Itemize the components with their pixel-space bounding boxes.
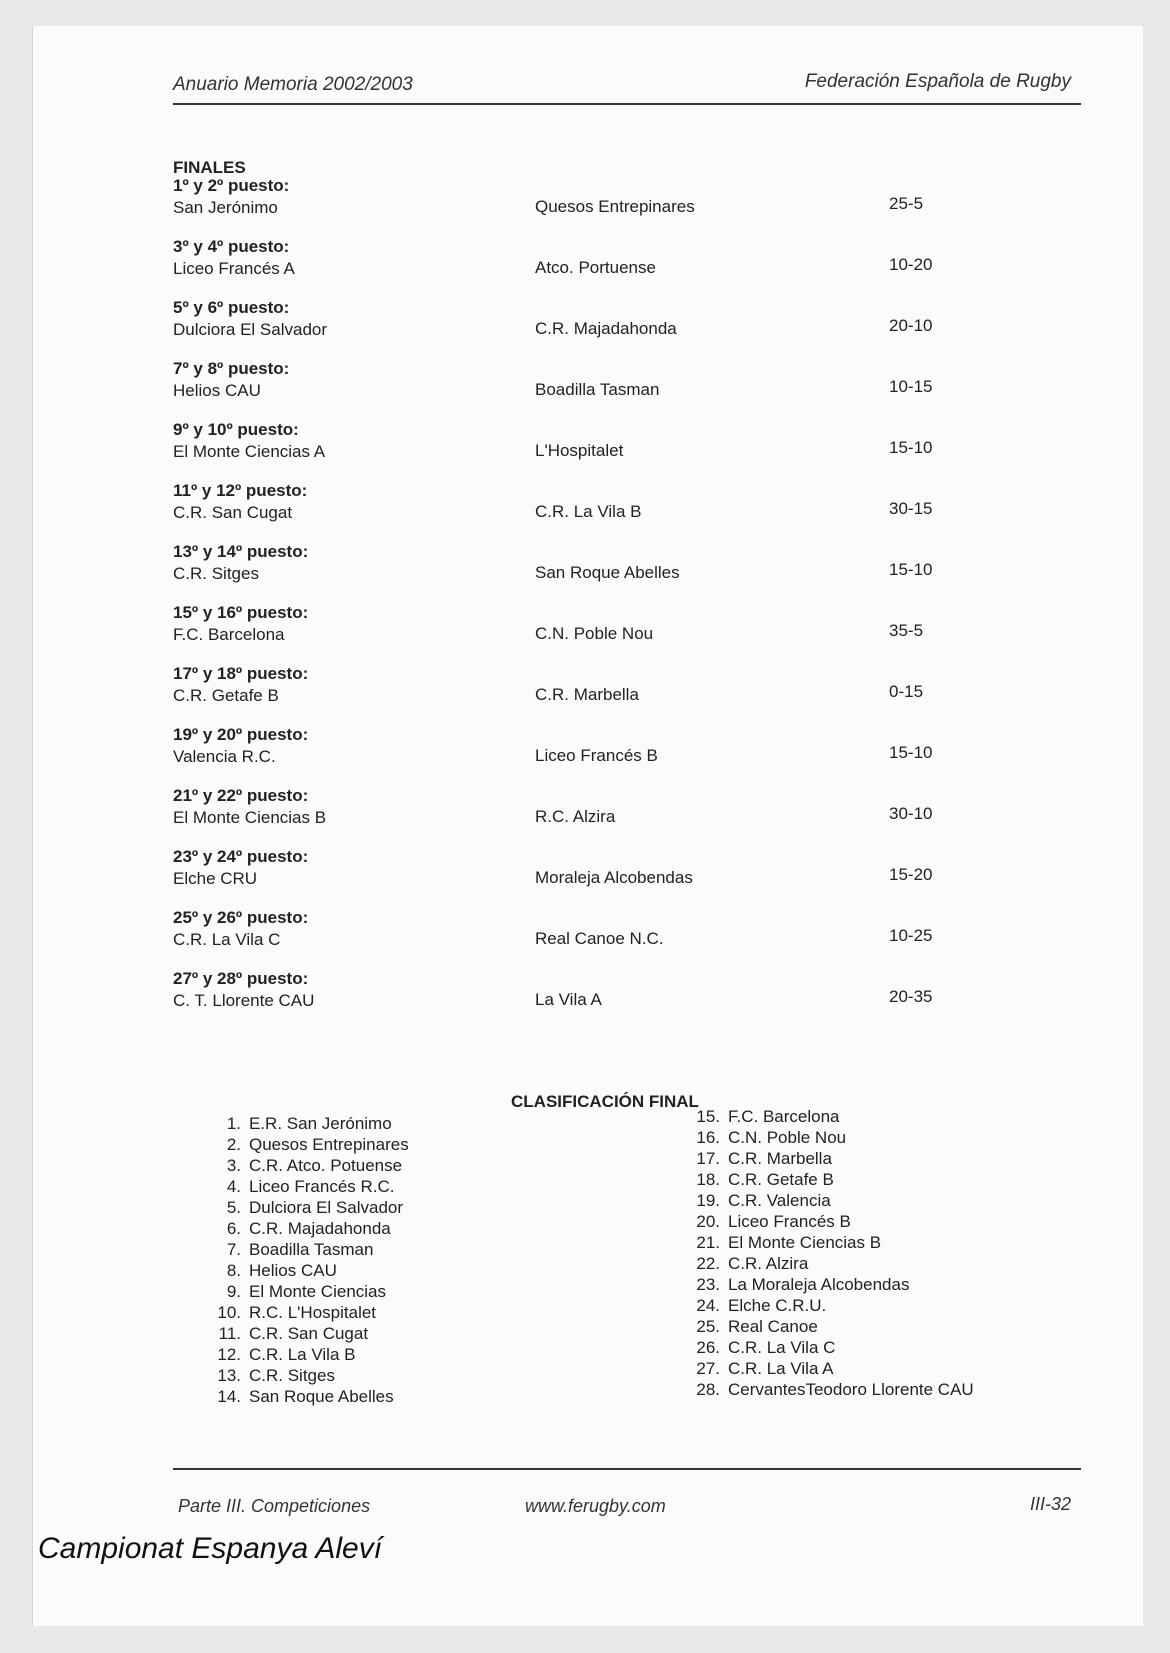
classification-item xyxy=(690,1379,974,1400)
classification-item xyxy=(690,1127,974,1148)
match-score: 30-15 xyxy=(889,499,933,518)
classification-team: E.R. San Jerónimo xyxy=(249,1114,392,1133)
classification-item xyxy=(690,1253,974,1274)
classification-rank: 21. xyxy=(696,1233,720,1252)
classification-column-2 xyxy=(690,1106,974,1400)
match-score: 20-35 xyxy=(889,987,933,1006)
match-away-team: Real Canoe N.C. xyxy=(535,929,664,948)
classification-rank: 2. xyxy=(226,1135,241,1154)
classification-rank: 26. xyxy=(696,1338,720,1357)
match-away-team: C.R. La Vila B xyxy=(535,502,642,521)
classification-team: R.C. L'Hospitalet xyxy=(249,1303,377,1322)
classification-item xyxy=(211,1134,409,1155)
classification-team: C.R. San Cugat xyxy=(249,1324,369,1343)
classification-rank: 28. xyxy=(696,1380,720,1399)
classification-rank: 14. xyxy=(217,1387,241,1406)
match-away-team: L'Hospitalet xyxy=(535,441,624,460)
classification-rank: 16. xyxy=(696,1128,720,1147)
match-position: 1º y 2º puesto: xyxy=(173,176,290,195)
match-score: 35-5 xyxy=(889,621,924,640)
final-match xyxy=(173,847,993,891)
classification-item xyxy=(690,1211,974,1232)
match-score: 10-15 xyxy=(889,377,933,396)
classification-team: Real Canoe xyxy=(728,1317,818,1336)
section-title-finales: FINALES xyxy=(173,158,246,177)
match-home-team: El Monte Ciencias A xyxy=(173,442,326,461)
final-match xyxy=(173,664,993,708)
final-match xyxy=(173,420,993,464)
match-score: 25-5 xyxy=(889,194,924,213)
classification-item xyxy=(211,1302,409,1323)
match-position: 21º y 22º puesto: xyxy=(173,786,309,805)
header-yearbook-title: Anuario Memoria 2002/2003 xyxy=(173,74,413,95)
match-position: 7º y 8º puesto: xyxy=(173,359,290,378)
classification-team: El Monte Ciencias B xyxy=(728,1233,882,1252)
match-position: 17º y 18º puesto: xyxy=(173,664,309,683)
classification-rank: 13. xyxy=(217,1366,241,1385)
match-position: 23º y 24º puesto: xyxy=(173,847,309,866)
classification-team: El Monte Ciencias xyxy=(249,1282,387,1301)
match-position: 13º y 14º puesto: xyxy=(173,542,309,561)
classification-item xyxy=(690,1337,974,1358)
final-match xyxy=(173,725,993,769)
final-match xyxy=(173,481,993,525)
classification-team: C.R. Sitges xyxy=(249,1366,335,1385)
match-position: 5º y 6º puesto: xyxy=(173,298,290,317)
classification-team: Helios CAU xyxy=(249,1261,337,1280)
match-home-team: El Monte Ciencias B xyxy=(173,808,327,827)
classification-item xyxy=(211,1386,409,1407)
final-match xyxy=(173,237,993,281)
match-away-team: Boadilla Tasman xyxy=(535,380,660,399)
classification-rank: 17. xyxy=(696,1149,720,1168)
final-match xyxy=(173,908,993,952)
classification-rank: 24. xyxy=(696,1296,720,1315)
classification-rank: 18. xyxy=(696,1170,720,1189)
match-away-team: Quesos Entrepinares xyxy=(535,197,695,216)
final-match xyxy=(173,786,993,830)
match-score: 15-20 xyxy=(889,865,933,884)
classification-team: Liceo Francés R.C. xyxy=(249,1177,395,1196)
classification-title: CLASIFICACIÓN FINAL xyxy=(511,1092,699,1111)
match-position: 19º y 20º puesto: xyxy=(173,725,309,744)
match-away-team: San Roque Abelles xyxy=(535,563,680,582)
match-home-team: C.R. La Vila C xyxy=(173,930,281,949)
classification-item xyxy=(690,1295,974,1316)
classification-rank: 4. xyxy=(226,1177,241,1196)
classification-rank: 7. xyxy=(226,1240,241,1259)
classification-rank: 10. xyxy=(217,1303,241,1322)
classification-team: C.R. La Vila B xyxy=(249,1345,356,1364)
classification-item xyxy=(690,1274,974,1295)
footer-page-number: III-32 xyxy=(1029,1494,1071,1514)
classification-team: Quesos Entrepinares xyxy=(249,1135,409,1154)
classification-item xyxy=(211,1218,409,1239)
classification-team: C.R. Getafe B xyxy=(728,1170,834,1189)
match-home-team: C.R. Sitges xyxy=(173,564,259,583)
match-away-team: Moraleja Alcobendas xyxy=(535,868,693,887)
classification-team: C.R. Alzira xyxy=(728,1254,809,1273)
final-match xyxy=(173,359,993,403)
classification-team: San Roque Abelles xyxy=(249,1387,394,1406)
footer-website: www.ferugby.com xyxy=(525,1496,666,1516)
classification-team: C.R. Majadahonda xyxy=(249,1219,391,1238)
classification-column-1 xyxy=(211,1113,409,1407)
match-home-team: C.R. Getafe B xyxy=(173,686,279,705)
classification-item xyxy=(211,1197,409,1218)
match-score: 15-10 xyxy=(889,438,933,457)
match-score: 10-20 xyxy=(889,255,933,274)
classification-item xyxy=(211,1155,409,1176)
match-away-team: R.C. Alzira xyxy=(535,807,616,826)
classification-rank: 25. xyxy=(696,1317,720,1336)
match-position: 3º y 4º puesto: xyxy=(173,237,290,256)
classification-team: C.R. La Vila C xyxy=(728,1338,836,1357)
classification-item xyxy=(690,1232,974,1253)
match-score: 30-10 xyxy=(889,804,933,823)
match-position: 11º y 12º puesto: xyxy=(173,481,308,500)
classification-rank: 22. xyxy=(696,1254,720,1273)
classification-rank: 27. xyxy=(696,1359,720,1378)
classification-team: C.R. Marbella xyxy=(728,1149,832,1168)
match-away-team: Atco. Portuense xyxy=(535,258,656,277)
classification-rank: 3. xyxy=(226,1156,241,1175)
header-federation: Federación Española de Rugby xyxy=(804,71,1071,92)
classification-rank: 5. xyxy=(226,1198,241,1217)
match-position: 25º y 26º puesto: xyxy=(173,908,309,927)
final-match xyxy=(173,176,993,220)
classification-team: C.R. Atco. Potuense xyxy=(249,1156,403,1175)
classification-team: F.C. Barcelona xyxy=(728,1107,840,1126)
footer-section: Parte III. Competiciones xyxy=(178,1496,371,1516)
classification-team: Elche C.R.U. xyxy=(728,1296,827,1315)
match-score: 15-10 xyxy=(889,743,933,762)
footer-rule xyxy=(173,1468,1081,1470)
final-match xyxy=(173,603,993,647)
match-away-team: C.N. Poble Nou xyxy=(535,624,654,643)
classification-item xyxy=(690,1106,974,1127)
classification-item xyxy=(211,1239,409,1260)
match-position: 15º y 16º puesto: xyxy=(173,603,309,622)
classification-item xyxy=(690,1316,974,1337)
classification-item xyxy=(690,1358,974,1379)
match-home-team: F.C. Barcelona xyxy=(173,625,285,644)
classification-item xyxy=(211,1365,409,1386)
final-match xyxy=(173,969,993,1013)
final-match xyxy=(173,298,993,342)
classification-rank: 9. xyxy=(226,1282,241,1301)
classification-item xyxy=(690,1190,974,1211)
match-away-team: C.R. Majadahonda xyxy=(535,319,677,338)
final-match xyxy=(173,542,993,586)
image-caption: Campionat Espanya Aleví xyxy=(38,1532,383,1565)
match-home-team: Liceo Francés A xyxy=(173,259,295,278)
match-home-team: San Jerónimo xyxy=(173,198,278,217)
match-position: 27º y 28º puesto: xyxy=(173,969,309,988)
classification-team: Dulciora El Salvador xyxy=(249,1198,404,1217)
match-position: 9º y 10º puesto: xyxy=(173,420,299,439)
classification-rank: 19. xyxy=(696,1191,720,1210)
classification-rank: 12. xyxy=(217,1345,241,1364)
classification-item xyxy=(690,1169,974,1190)
match-score: 0-15 xyxy=(889,682,924,701)
classification-rank: 8. xyxy=(226,1261,241,1280)
classification-rank: 11. xyxy=(218,1324,241,1343)
classification-item xyxy=(211,1260,409,1281)
match-score: 20-10 xyxy=(889,316,933,335)
match-home-team: Elche CRU xyxy=(173,869,258,888)
classification-rank: 1. xyxy=(226,1114,241,1133)
classification-team: CervantesTeodoro Llorente CAU xyxy=(728,1380,974,1399)
classification-item xyxy=(211,1113,409,1134)
classification-team: La Moraleja Alcobendas xyxy=(728,1275,910,1294)
classification-rank: 23. xyxy=(696,1275,720,1294)
classification-item xyxy=(211,1323,409,1344)
classification-item xyxy=(211,1281,409,1302)
classification-item xyxy=(211,1344,409,1365)
classification-rank: 6. xyxy=(226,1219,241,1238)
classification-team: C.R. La Vila A xyxy=(728,1359,834,1378)
classification-rank: 20. xyxy=(696,1212,720,1231)
match-away-team: La Vila A xyxy=(535,990,602,1009)
match-score: 15-10 xyxy=(889,560,933,579)
classification-team: Liceo Francés B xyxy=(728,1212,851,1231)
match-home-team: Dulciora El Salvador xyxy=(173,320,328,339)
classification-team: C.R. Valencia xyxy=(728,1191,831,1210)
classification-team: Boadilla Tasman xyxy=(249,1240,374,1259)
document-page xyxy=(32,26,1143,1626)
classification-team: C.N. Poble Nou xyxy=(728,1128,847,1147)
classification-item xyxy=(211,1176,409,1197)
match-home-team: Valencia R.C. xyxy=(173,747,276,766)
classification-item xyxy=(690,1148,974,1169)
match-home-team: C. T. Llorente CAU xyxy=(173,991,315,1010)
classification-rank: 15. xyxy=(696,1107,720,1126)
match-home-team: C.R. San Cugat xyxy=(173,503,293,522)
match-home-team: Helios CAU xyxy=(173,381,261,400)
match-score: 10-25 xyxy=(889,926,933,945)
header-rule xyxy=(173,103,1081,105)
match-away-team: C.R. Marbella xyxy=(535,685,639,704)
match-away-team: Liceo Francés B xyxy=(535,746,658,765)
